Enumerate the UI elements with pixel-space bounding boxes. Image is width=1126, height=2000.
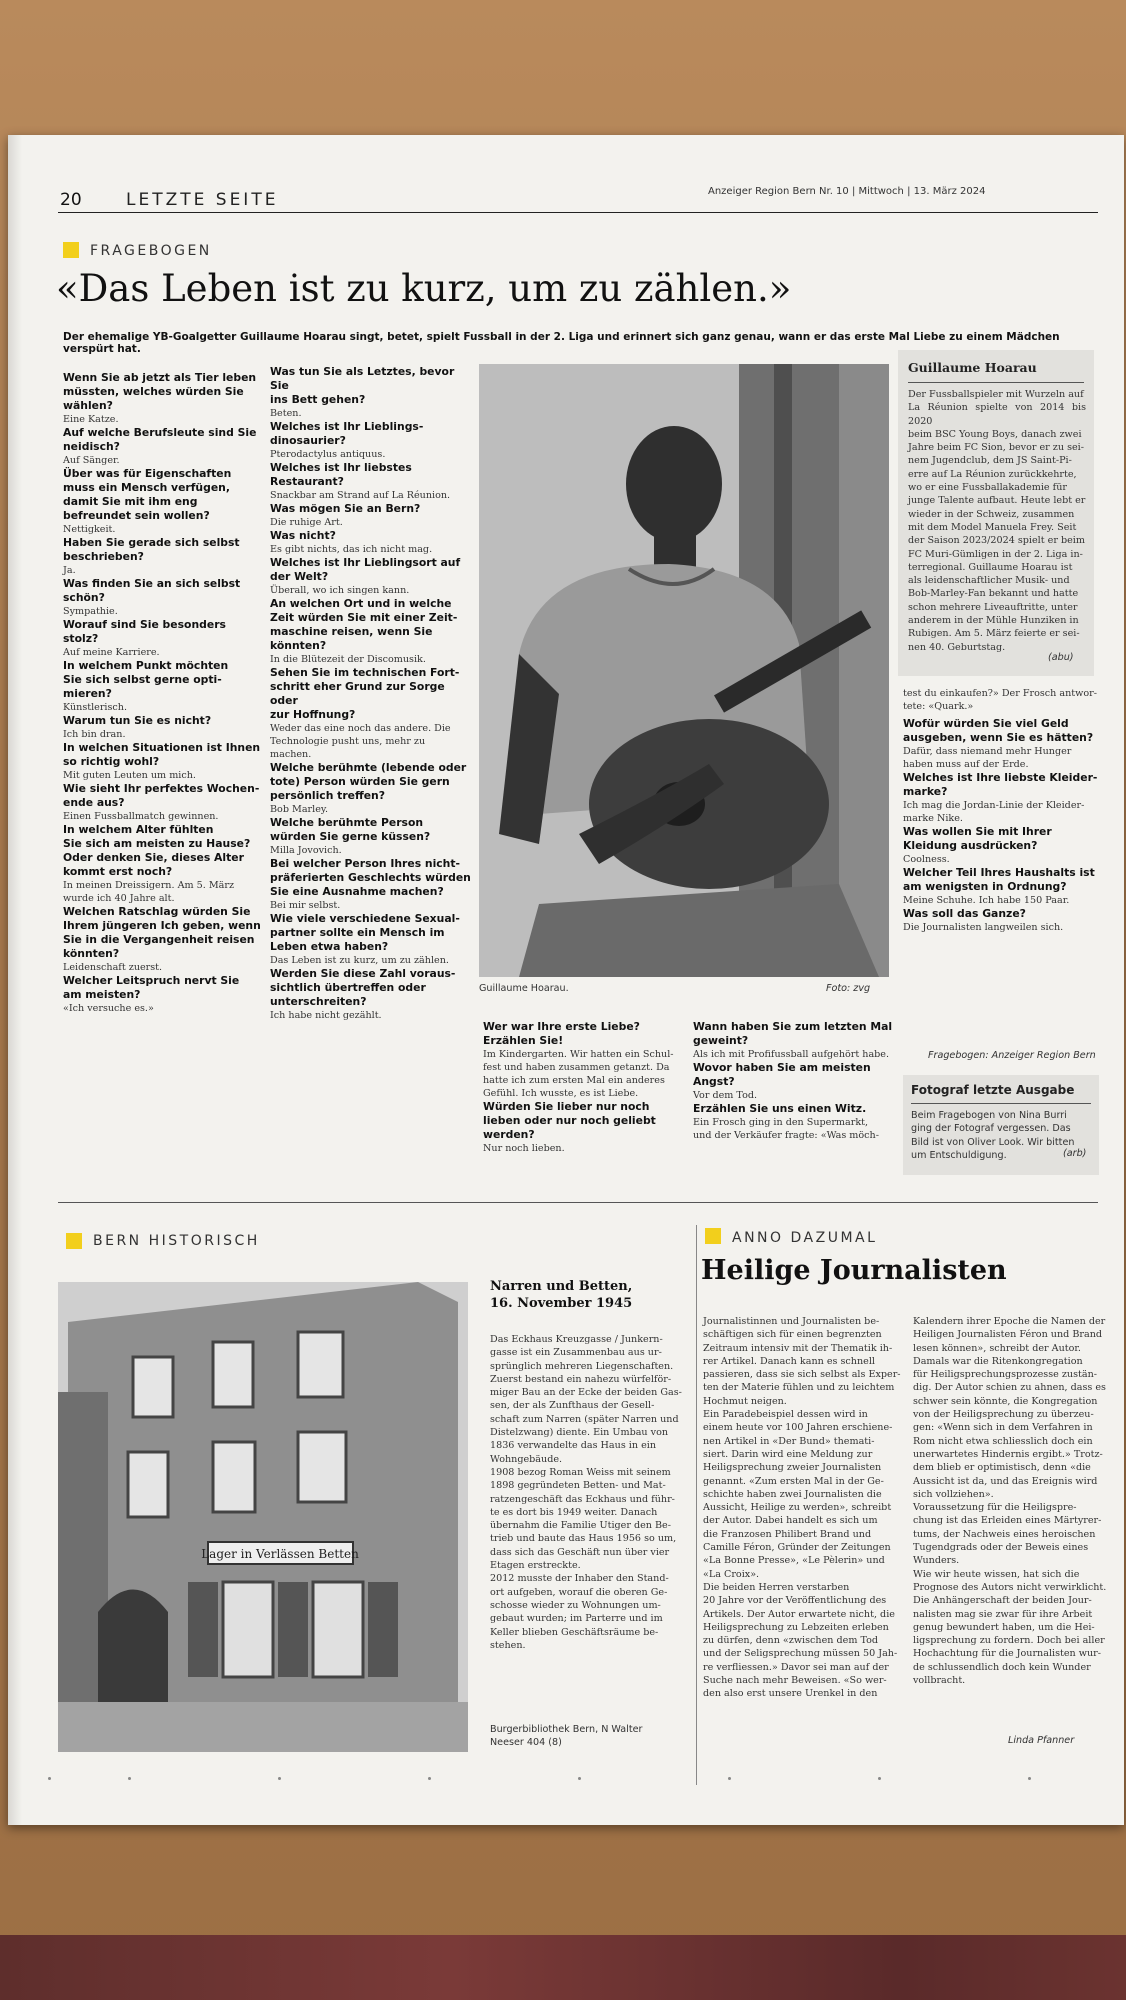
joke-continuation: test du einkaufen?» Der Frosch antwor- tete: «Quark.»	[903, 688, 1097, 712]
qa-item	[63, 782, 263, 823]
answer: Weder das eine noch das andere. Die Technologie pusht uns, mehr zu machen.	[270, 723, 451, 760]
answer: Meine Schuhe. Ich habe 150 Paar.	[903, 895, 1070, 906]
answer: Coolness.	[903, 854, 950, 865]
kicker-marker	[66, 1233, 82, 1249]
answer: Ich habe nicht gezählt.	[270, 1010, 382, 1021]
bio-title-rule	[908, 382, 1084, 383]
anno-dazumal-author: Linda Pfanner	[1008, 1735, 1075, 1746]
qa-item	[903, 866, 1103, 907]
question: Was mögen Sie an Bern?	[270, 502, 421, 515]
perforation-dot	[578, 1777, 581, 1780]
qa-item	[270, 967, 475, 1022]
bio-box	[898, 350, 1094, 676]
historisch-body: Das Eckhaus Kreuzgasse / Junkern- gasse ist ein Zusammenbau aus ur- sprünglich mehreren Liegenschaften. Zuerst bestand ein nahezu würfelför- miger Bau an der Ecke der beiden Gas- sen, der als Zunfthaus der Gesell- schaft zum Narren (später Narren und Distelzwang) diente. Ein Umbau von 1836 verwandelte das Haus in ein Wohngebäude. 1908 bezog Roman Weiss mit seinem 1898 gegründeten Betten- und Mat- ratzengeschäft das Eckhaus und führ- te es dort bis 1949 weiter. Danach übernahm die Familie Utiger den Be- trieb und baute das Haus 1956 so um, dass sich das Geschäft nun über vier Etagen erstreckte. 2012 musste der Inhaber den Stand- ort aufgeben, worauf die oberen Ge- schosse wieder zu Wohnungen um- gebaut wurden; im Parterre und im Keller blieben Geschäftsräume be- stehen.	[490, 1334, 682, 1651]
question: In welchem Punkt möchten Sie sich selbst gerne opti- mieren?	[63, 659, 229, 700]
note-title: Fotograf letzte Ausgabe	[911, 1083, 1075, 1097]
question: Wofür würden Sie viel Geld ausgeben, wenn Sie es hätten?	[903, 717, 1094, 744]
qa-item	[270, 912, 475, 967]
qa-item	[270, 529, 475, 556]
answer: In die Blütezeit der Discomusik.	[270, 654, 426, 665]
page-number: 20	[60, 190, 82, 210]
answer: Milla Jovovich.	[270, 845, 342, 856]
answer: Ja.	[63, 565, 76, 576]
bern-historisch-kicker: BERN HISTORISCH	[93, 1233, 260, 1249]
question: Wie viele verschiedene Sexual- partner sollte ein Mensch im Leben etwa haben?	[270, 912, 460, 953]
qa-item	[63, 426, 263, 467]
answer: Eine Katze.	[63, 414, 119, 425]
question: Was finden Sie an sich selbst schön?	[63, 577, 241, 604]
question: An welchen Ort und in welche Zeit würden Sie mit einer Zeit- maschine reisen, wenn Sie könnten?	[270, 597, 458, 652]
qa-item	[270, 420, 475, 461]
answer: Leidenschaft zuerst.	[63, 962, 163, 973]
answer: Einen Fussballmatch gewinnen.	[63, 811, 219, 822]
question: Werden Sie diese Zahl voraus- sichtlich übertreffen oder unterschreiten?	[270, 967, 456, 1008]
question: Was wollen Sie mit Ihrer Kleidung ausdrücken?	[903, 825, 1052, 852]
kicker-marker	[705, 1228, 721, 1244]
qa-item	[270, 556, 475, 597]
qa-item	[270, 365, 475, 420]
answer: Nettigkeit.	[63, 524, 116, 535]
note-title-rule	[911, 1103, 1091, 1104]
perforation-dot	[128, 1777, 131, 1780]
qa-item	[693, 1061, 898, 1102]
qa-item	[903, 717, 1103, 771]
qa-item	[270, 461, 475, 502]
qa-item	[270, 666, 475, 761]
question: Welches ist Ihre liebste Kleider- marke?	[903, 771, 1098, 798]
historisch-source: Burgerbibliothek Bern, N Walter Neeser 404 (8)	[490, 1724, 643, 1749]
kicker-marker	[63, 242, 79, 258]
qa-item	[63, 659, 263, 714]
answer: «Ich versuche es.»	[63, 1003, 154, 1014]
answer: Es gibt nichts, das ich nicht mag.	[270, 544, 433, 555]
newspaper-page	[8, 135, 1124, 1825]
question: Sehen Sie im technischen Fort- schritt eher Grund zur Sorge oder zur Hoffnung?	[270, 666, 460, 721]
answer: Beten.	[270, 408, 302, 419]
tablecloth	[0, 1935, 1126, 2000]
question: Worauf sind Sie besonders stolz?	[63, 618, 226, 645]
answer: Auf meine Karriere.	[63, 647, 160, 658]
fragebogen-kicker: FRAGEBOGEN	[90, 243, 212, 259]
qa-column-4	[693, 1020, 898, 1142]
answer: Nur noch lieben.	[483, 1143, 565, 1154]
shop-sign: Lager in Verlässen Betten	[201, 1547, 359, 1561]
perforation-dot	[48, 1777, 51, 1780]
answer: Auf Sänger.	[63, 455, 120, 466]
anno-dazumal-kicker: ANNO DAZUMAL	[732, 1230, 878, 1246]
answer: Dafür, dass niemand mehr Hunger haben muss auf der Erde.	[903, 746, 1072, 770]
qa-item	[63, 714, 263, 741]
answer: Sympathie.	[63, 606, 118, 617]
section-title: LETZTE SEITE	[126, 190, 279, 210]
answer: Snackbar am Strand auf La Réunion.	[270, 490, 451, 501]
answer: Das Leben ist zu kurz, um zu zählen.	[270, 955, 449, 966]
question: Auf welche Berufsleute sind Sie neidisch?	[63, 426, 257, 453]
qa-item	[63, 974, 263, 1015]
qa-item	[903, 907, 1103, 934]
question: Was soll das Ganze?	[903, 907, 1026, 920]
qa-item	[483, 1020, 683, 1100]
question: Wenn Sie ab jetzt als Tier leben müssten, welches würden Sie wählen?	[63, 371, 257, 412]
qa-item	[903, 771, 1103, 825]
qa-item	[270, 761, 475, 816]
portrait-photo	[479, 364, 889, 977]
qa-item	[63, 467, 263, 536]
photo-caption: Guillaume Hoarau.	[479, 983, 569, 994]
answer: Als ich mit Profifussball aufgehört habe.	[693, 1049, 890, 1060]
fragebogen-headline: «Das Leben ist zu kurz, um zu zählen.»	[56, 267, 792, 310]
question: Was nicht?	[270, 529, 336, 542]
answer: In meinen Dreissigern. Am 5. März wurde ich 40 Jahre alt.	[63, 880, 235, 904]
question: Welches ist Ihr Lieblings- dinosaurier?	[270, 420, 424, 447]
column-rule	[696, 1225, 697, 1785]
answer: Künstlerisch.	[63, 702, 128, 713]
question: Warum tun Sie es nicht?	[63, 714, 212, 727]
question: Welcher Teil Ihres Haushalts ist am wenigsten in Ordnung?	[903, 866, 1095, 893]
qa-item	[270, 816, 475, 857]
question: Welche berühmte (lebende oder tote) Person würden Sie gern persönlich treffen?	[270, 761, 467, 802]
perforation-dot	[278, 1777, 281, 1780]
qa-column-1	[63, 371, 263, 1015]
question: Wer war Ihre erste Liebe? Erzählen Sie!	[483, 1020, 640, 1047]
answer: Mit guten Leuten um mich.	[63, 770, 196, 781]
qa-item	[63, 618, 263, 659]
note-signature: (arb)	[1063, 1148, 1087, 1159]
issue-line: Anzeiger Region Bern Nr. 10 | Mittwoch | 13. März 2024	[708, 186, 986, 197]
historic-building-photo	[58, 1282, 468, 1752]
qa-item	[63, 823, 263, 905]
anno-dazumal-column-1: Journalistinnen und Journalisten be- schäftigen sich für einen begrenzten Zeitraum intensiv mit der Thematik ih- rer Artikel. Danach kann es schnell passieren, dass sie sich selbst als Exper- ten der Materie fühlen und zu leichtem Hochmut neigen. Ein Paradebeispiel dessen wird in einem heute vor 100 Jahren erschiene- nen Artikel in «Der Bund» themati- siert. Darin wird eine Meldung zur Heiligsprechung zweier Journalisten genannt. «Zum ersten Mal in der Ge- schichte haben zwei Journalisten die Aussicht, Heilige zu werden», schreibt der Autor. Dabei handelt es sich um die Franzosen Philibert Brand und Camille Féron, Gründer der Zeitungen «La Bonne Presse», «Le Pèlerin» und «La Croix». Die beiden Herren verstarben 20 Jahre vor der Veröffentlichung des Artikels. Der Autor erwartete nicht, die Heiligsprechung zu Lebzeiten erleben zu dürfen, denn «zwischen dem Tod und der Seligsprechung müssen 50 Jah- re verfliessen.» Davor sei man auf der Suche nach mehr Beweisen. «So wer- den also erst unsere Urenkel in den	[703, 1316, 901, 1700]
question: Welches ist Ihr Lieblingsort auf der Welt?	[270, 556, 461, 583]
qa-item	[63, 905, 263, 974]
question: In welchen Situationen ist Ihnen so richtig wohl?	[63, 741, 261, 768]
qa-column-5	[903, 717, 1103, 934]
fragebogen-lead: Der ehemalige YB-Goalgetter Guillaume Hoarau singt, betet, spielt Fussball in der 2. Liga und erinnert sich ganz genau, wann er das erste Mal Liebe zu einem Mädchen verspürt hat.	[63, 331, 1060, 355]
anno-dazumal-column-2: Kalendern ihrer Epoche die Namen der Heiligen Journalisten Féron und Brand lesen können», schreibt der Autor. Damals war die Ritenkongregation für Heiligsprechungsprozesse zustän- dig. Der Autor schien zu ahnen, dass es schwer sein könnte, die Kongregation von der Heiligsprechung zu überzeu- gen: «Wenn sich in dem Verfahren in Rom nicht etwa schliesslich doch ein unerwartetes Hindernis ergibt.» Trotz- dem blieb er optimistisch, denn «die Aussicht ist da, und das Ereignis wird sich vollziehen». Voraussetzung für die Heiligspre- chung ist das Erleiden eines Märtyrer- tums, der Nachweis eines heroischen Tugendgrads oder der Beweis eines Wunders. Wie wir heute wissen, hat sich die Prognose des Autors nicht verwirklicht. Die Anhängerschaft der beiden Jour- nalisten mag sie zwar für ihre Arbeit genug bewundert haben, um die Hei- ligsprechung zu fordern. Doch bei aller Hochachtung für die Journalisten wur- de schlussendlich doch kein Wunder vollbracht.	[913, 1316, 1107, 1687]
question: Welches ist Ihr liebstes Restaurant?	[270, 461, 412, 488]
perforation-dot	[878, 1777, 881, 1780]
answer: Die Journalisten langweilen sich.	[903, 922, 1064, 933]
qa-item	[903, 825, 1103, 866]
question: Bei welcher Person Ihres nicht- präferierten Geschlechts würden Sie eine Ausnahme machen?	[270, 857, 471, 898]
answer: Ein Frosch ging in den Supermarkt, und der Verkäufer fragte: «Was möch-	[693, 1117, 879, 1141]
qa-item	[693, 1020, 898, 1061]
perforation-dot	[1028, 1777, 1031, 1780]
qa-item	[63, 536, 263, 577]
answer: Im Kindergarten. Wir hatten ein Schul- fest und haben zusammen getanzt. Da hatte ich zum ersten Mal ein anderes Gefühl. Ich wusste, es ist Liebe.	[483, 1049, 674, 1099]
note-text: Beim Fragebogen von Nina Burri ging der Fotograf vergessen. Das Bild ist von Oliver Look. Wir bitten um Entschuldigung.	[911, 1110, 1075, 1161]
question: Würden Sie lieber nur noch lieben oder nur noch geliebt werden?	[483, 1100, 656, 1141]
answer: Die ruhige Art.	[270, 517, 343, 528]
answer: Bei mir selbst.	[270, 900, 341, 911]
question: Wann haben Sie zum letzten Mal geweint?	[693, 1020, 893, 1047]
answer: Ich mag die Jordan-Linie der Kleider- marke Nike.	[903, 800, 1085, 824]
qa-item	[483, 1100, 683, 1155]
question: Welche berühmte Person würden Sie gerne küssen?	[270, 816, 431, 843]
answer: Bob Marley.	[270, 804, 329, 815]
qa-column-2	[270, 365, 475, 1022]
qa-item	[270, 502, 475, 529]
question: Über was für Eigenschaften muss ein Mensch verfügen, damit Sie mit ihm eng befreundet sein wollen?	[63, 467, 232, 522]
question: Welchen Ratschlag würden Sie Ihrem jüngeren Ich geben, wenn Sie in die Vergangenheit reisen könnten?	[63, 905, 261, 960]
question: Wie sieht Ihr perfektes Wochen- ende aus?	[63, 782, 260, 809]
anno-dazumal-headline: Heilige Journalisten	[701, 1255, 1007, 1286]
building-illustration	[58, 1282, 468, 1752]
guitarist-illustration	[479, 364, 889, 977]
qa-item	[270, 597, 475, 666]
question: Haben Sie gerade sich selbst beschrieben?	[63, 536, 240, 563]
answer: Ich bin dran.	[63, 729, 126, 740]
question: In welchem Alter fühlten Sie sich am meisten zu Hause? Oder denken Sie, dieses Alter kommt erst noch?	[63, 823, 251, 878]
answer: Vor dem Tod.	[693, 1090, 758, 1101]
qa-item	[63, 741, 263, 782]
photo-credit: Foto: zvg	[826, 983, 871, 994]
qa-item	[63, 371, 263, 426]
photographer-note-box	[903, 1075, 1099, 1175]
question: Wovor haben Sie am meisten Angst?	[693, 1061, 871, 1088]
answer: Überall, wo ich singen kann.	[270, 585, 410, 596]
qa-item	[63, 577, 263, 618]
answer: Pterodactylus antiquus.	[270, 449, 386, 460]
qa-item	[270, 857, 475, 912]
qa-column-3	[483, 1020, 683, 1155]
historisch-title: Narren und Betten, 16. November 1945	[490, 1279, 633, 1311]
bio-text: Der Fussballspieler mit Wurzeln auf La Réunion spielte von 2014 bis 2020 beim BSC Young Boys, danach zwei Jahre beim FC Sion, bevor er zu sei- nem Jugendclub, dem JS Saint-Pi- erre auf La Réunion zurückkehrte, wo er eine Fussballakademie für junge Talente aufbaut. Heute lebt er wieder in der Schweiz, zusammen mit dem Model Manuela Frey. Seit der Saison 2023/2024 spielt er beim FC Muri-Gümligen in der 2. Liga in- terregional. Guillaume Hoarau ist als leidenschaftlicher Musik- und Bob-Marley-Fan bekannt und hatte schon mehrere Liveauftritte, unter anderem in der Mühle Hunziken in Rubigen. Am 5. März feierte er sei- nen 40. Geburtstag.	[908, 389, 1086, 653]
perforation-dot	[428, 1777, 431, 1780]
masthead-rule	[58, 212, 1098, 213]
bio-title: Guillaume Hoarau	[908, 360, 1037, 375]
bio-signature: (abu)	[1048, 652, 1074, 663]
question: Welcher Leitspruch nervt Sie am meisten?	[63, 974, 240, 1001]
fragebogen-credit: Fragebogen: Anzeiger Region Bern	[928, 1050, 1096, 1061]
perforation-dot	[728, 1777, 731, 1780]
question: Erzählen Sie uns einen Witz.	[693, 1102, 867, 1115]
qa-item	[693, 1102, 898, 1142]
question: Was tun Sie als Letztes, bevor Sie ins Bett gehen?	[270, 365, 455, 406]
section-divider	[58, 1202, 1098, 1203]
